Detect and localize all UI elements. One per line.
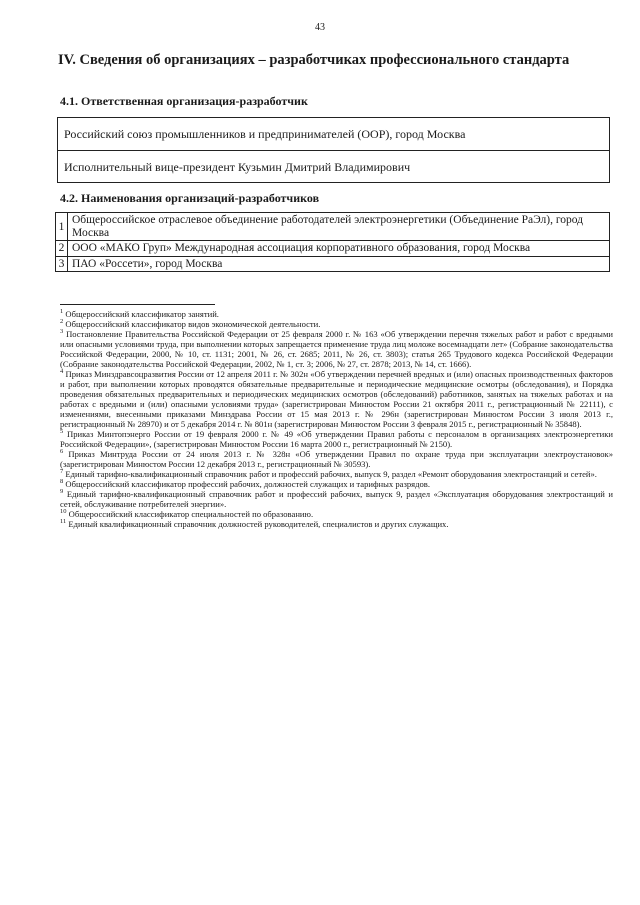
footnote-number: 7 bbox=[60, 468, 64, 476]
responsible-person: Исполнительный вице-президент Кузьмин Дмитрий Владимирович bbox=[58, 150, 609, 182]
responsible-org-table bbox=[57, 117, 610, 183]
footnote-text: Общероссийский классификатор видов экономической деятельности. bbox=[65, 319, 321, 329]
organization-name: ООО «МАКО Груп» Международная ассоциация корпоративного образования, город Москва bbox=[72, 242, 531, 254]
footnote-number: 8 bbox=[60, 478, 64, 486]
footnote bbox=[60, 329, 613, 369]
footnote-text: Общероссийский классификатор профессий рабочих, должностей служащих и тарифных разрядов. bbox=[65, 479, 430, 489]
footnote bbox=[60, 479, 613, 489]
table-row bbox=[56, 240, 609, 256]
row-number: 2 bbox=[56, 241, 68, 256]
footnote-number: 6 bbox=[60, 448, 64, 456]
footnote bbox=[60, 519, 613, 529]
footnote-divider bbox=[60, 304, 215, 305]
footnote-number: 4 bbox=[60, 368, 64, 376]
footnote-number: 10 bbox=[60, 508, 67, 516]
footnote-text: Приказ Минтруда России от 24 июля 2013 г. № 328н «Об утверждении Правил по охране труда при эксплуатации электроустановок» (зарегистрирован Минюстом России 12 декабря 2013 г., регистрационный № 30593). bbox=[60, 449, 613, 469]
row-number: 1 bbox=[56, 213, 68, 240]
footnote bbox=[60, 369, 613, 429]
table-row bbox=[56, 213, 609, 240]
footnote bbox=[60, 319, 613, 329]
footnote bbox=[60, 449, 613, 469]
footnote-number: 9 bbox=[60, 488, 64, 496]
page-number: 43 bbox=[315, 22, 325, 33]
developers-table bbox=[55, 212, 610, 272]
organization-name: Общероссийское отраслевое объединение работодателей электроэнергетики (Объединение РаЭл), город Москва bbox=[72, 214, 584, 239]
section-title: IV. Сведения об организациях – разработчиках профессионального стандарта bbox=[58, 52, 570, 68]
footnotes bbox=[60, 309, 613, 529]
footnote bbox=[60, 509, 613, 519]
responsible-org-name: Российский союз промышленников и предпринимателей (ООР), город Москва bbox=[64, 127, 466, 141]
responsible-org-heading: 4.1. Ответственная организация-разработчик bbox=[60, 94, 308, 108]
organization-name: ПАО «Россети», город Москва bbox=[72, 257, 223, 270]
footnote-text: Общероссийский классификатор занятий. bbox=[65, 309, 219, 319]
footnote-text: Единый квалификационный справочник должностей руководителей, специалистов и других служащих. bbox=[68, 519, 449, 529]
row-number: 3 bbox=[56, 257, 68, 272]
footnote-number: 2 bbox=[60, 318, 64, 326]
table-row bbox=[56, 256, 609, 272]
footnote-number: 3 bbox=[60, 328, 64, 336]
footnote-text: Единый тарифно-квалификационный справочник работ и профессий рабочих, выпуск 9, раздел «Эксплуатация оборудования электростанций и сетей, обслуживание потребителей энергии». bbox=[60, 489, 613, 509]
footnote-number: 11 bbox=[60, 518, 67, 526]
footnote bbox=[60, 489, 613, 509]
footnote-text: Постановление Правительства Российской Федерации от 25 февраля 2000 г. № 163 «Об утверждении перечня тяжелых работ и работ с вредными или опасными условиями труда, при выполнении которых запрещается применение труда лиц моложе восемнадцати лет» (Собрание законодательства Российской Федерации, 2000, № 10, ст. 1131; 2001, № 26, ст. 2685; 2011, № 26, ст. 3803); статья 265 Трудового кодекса Российской Федерации (Собрание законодательства Российской Федерации, 2002, № 1, ст. 3; 2006, № 27, ст. 2878; 2013, № 14, ст. 1666). bbox=[60, 329, 613, 369]
footnote-number: 1 bbox=[60, 308, 64, 316]
footnote-text: Единый тарифно-квалификационный справочник работ и профессий рабочих, выпуск 9, раздел «Ремонт оборудования электростанций и сетей». bbox=[65, 469, 597, 479]
footnote-text: Приказ Минздравсоцразвития России от 12 апреля 2011 г. № 302н «Об утверждении перечней вредных и (или) опасных производственных факторов и работ, при выполнении которых проводятся обязательные предварительные и периодические медицинские осмотры (обследования), и Порядка проведения обязательных предварительных и периодических медицинских осмотров (обследований) работников, занятых на тяжелых работах и на работах с вредными и (или) опасными условиями труда» (зарегистрирован Минюстом России 21 октября 2011 г., регистрационный № 22111), с изменениями, внесенными приказами Минздрава России от 15 мая 2013 г. № 296н (зарегистрирован Минюстом России 3 июля 2013 г., регистрационный № 28970) и от 5 декабря 2014 г. № 801н (зарегистрирован Минюстом России 3 февраля 2015 г., регистрационный № 35848). bbox=[60, 369, 613, 429]
footnote-number: 5 bbox=[60, 428, 64, 436]
developers-heading: 4.2. Наименования организаций-разработчиков bbox=[60, 191, 320, 205]
footnote bbox=[60, 309, 613, 319]
footnote bbox=[60, 429, 613, 449]
footnote-text: Общероссийский классификатор специальностей по образованию. bbox=[68, 509, 314, 519]
footnote bbox=[60, 469, 613, 479]
footnote-text: Приказ Минтопэнерго России от 19 февраля 2000 г. № 49 «Об утверждении Правил работы с персоналом в организациях электроэнергетики Российской Федерации», (зарегистрирован Минюстом России 16 марта 2000 г., регистрационный № 2150). bbox=[60, 429, 613, 449]
